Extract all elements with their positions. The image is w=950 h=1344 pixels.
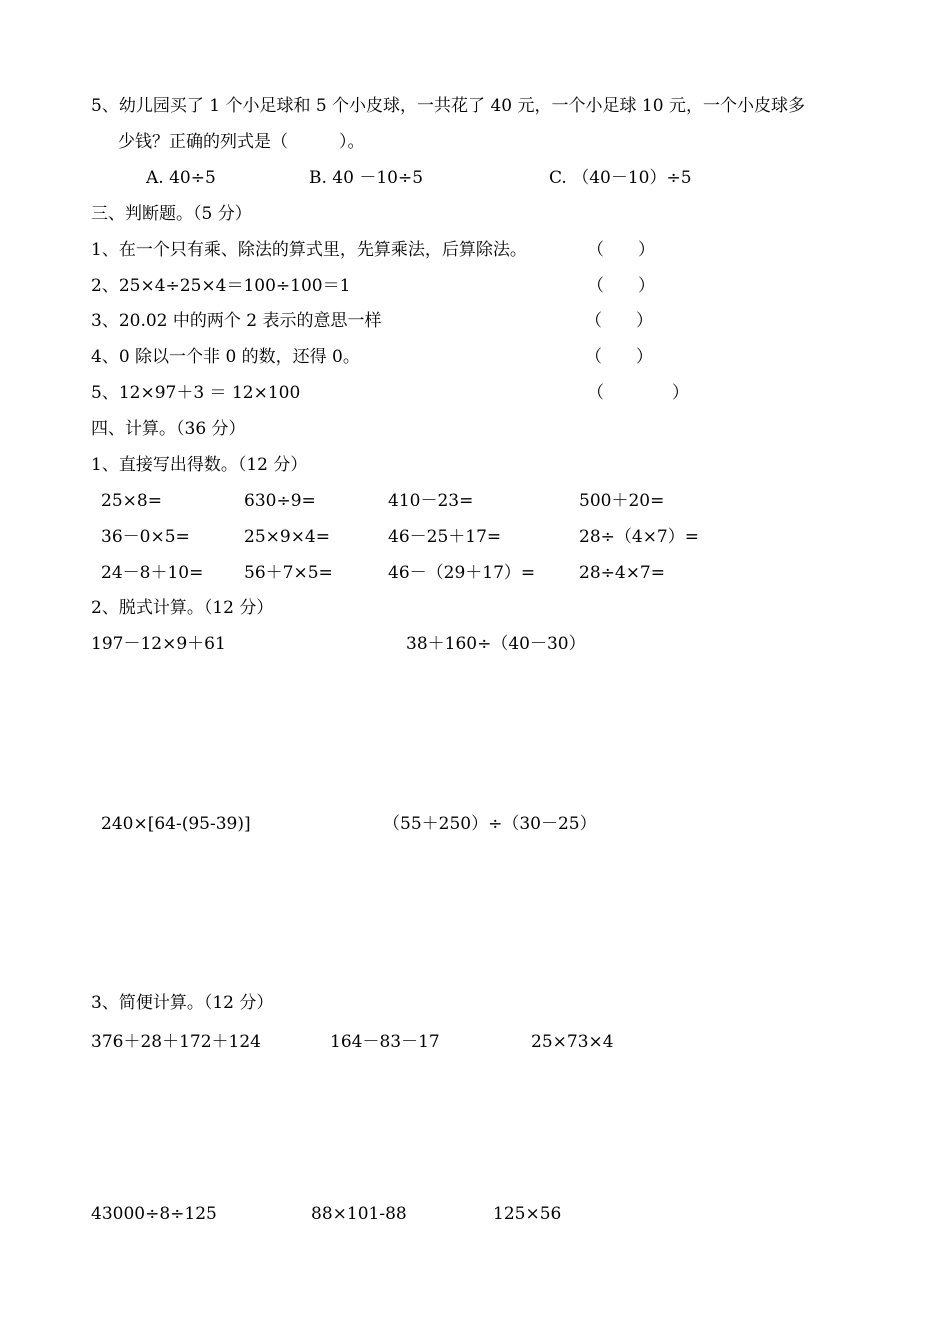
part3-title: 3、简便计算。（12 分） — [91, 993, 274, 1013]
simple-calc-3: 25×73×4 — [531, 1032, 614, 1052]
part2-title: 2、脱式计算。（12 分） — [91, 598, 274, 618]
q5-line2: 少钱？正确的列式是（ ）。 — [118, 132, 365, 152]
judge-item-1: 1、在一个只有乘、除法的算式里，先算乘法，后算除法。 — [91, 240, 527, 260]
stepwise-calc-2: 38＋160÷（40－30） — [406, 634, 586, 654]
oral-calc-r1-c4: 500＋20= — [579, 491, 665, 511]
stepwise-calc-4: （55＋250）÷（30－25） — [383, 814, 597, 834]
oral-calc-r3-c3: 46－（29＋17）= — [388, 563, 536, 583]
judge-answer-paren-5[interactable]: （ ） — [587, 383, 689, 403]
simple-calc-4: 43000÷8÷125 — [91, 1204, 217, 1224]
q5-line1: 5、幼儿园买了 1 个小足球和 5 个小皮球，一共花了 40 元，一个小足球 10 元，一个小皮球多 — [91, 96, 805, 116]
q5-option-a: A. 40÷5 — [146, 168, 216, 188]
oral-calc-r2-c4: 28÷（4×7）= — [579, 527, 699, 547]
judge-item-4: 4、0 除以一个非 0 的数，还得 0。 — [91, 347, 360, 367]
oral-calc-r1-c3: 410－23= — [388, 491, 474, 511]
judge-answer-paren-2[interactable]: （ ） — [587, 276, 655, 296]
oral-calc-r3-c2: 56＋7×5= — [244, 563, 333, 583]
oral-calc-r3-c1: 24－8＋10= — [101, 563, 204, 583]
simple-calc-6: 125×56 — [493, 1204, 562, 1224]
q5-option-b: B. 40 －10÷5 — [309, 168, 424, 188]
section4-title: 四、计算。（36 分） — [91, 419, 246, 439]
simple-calc-5: 88×101-88 — [311, 1204, 407, 1224]
judge-answer-paren-1[interactable]: （ ） — [587, 240, 655, 260]
judge-item-2: 2、25×4÷25×4＝100÷100＝1 — [91, 276, 351, 296]
oral-calc-r3-c4: 28÷4×7= — [579, 563, 665, 583]
q5-option-c: C. （40－10）÷5 — [549, 168, 692, 188]
simple-calc-2: 164－83－17 — [330, 1032, 440, 1052]
oral-calc-r2-c3: 46－25＋17= — [388, 527, 502, 547]
simple-calc-1: 376＋28＋172＋124 — [91, 1032, 261, 1052]
judge-item-5: 5、12×97＋3 ＝ 12×100 — [91, 383, 301, 403]
judge-answer-paren-3[interactable]: （ ） — [585, 311, 653, 331]
judge-answer-paren-4[interactable]: （ ） — [585, 347, 653, 367]
oral-calc-r2-c1: 36－0×5= — [101, 527, 190, 547]
stepwise-calc-3: 240×[64-(95-39)] — [101, 814, 251, 834]
oral-calc-r1-c1: 25×8= — [101, 491, 162, 511]
stepwise-calc-1: 197－12×9＋61 — [91, 634, 226, 654]
oral-calc-r2-c2: 25×9×4= — [244, 527, 330, 547]
section3-title: 三、判断题。（5 分） — [91, 204, 252, 224]
oral-calc-r1-c2: 630÷9= — [244, 491, 316, 511]
part1-title: 1、直接写出得数。（12 分） — [91, 455, 308, 475]
judge-item-3: 3、20.02 中的两个 2 表示的意思一样 — [91, 311, 382, 331]
